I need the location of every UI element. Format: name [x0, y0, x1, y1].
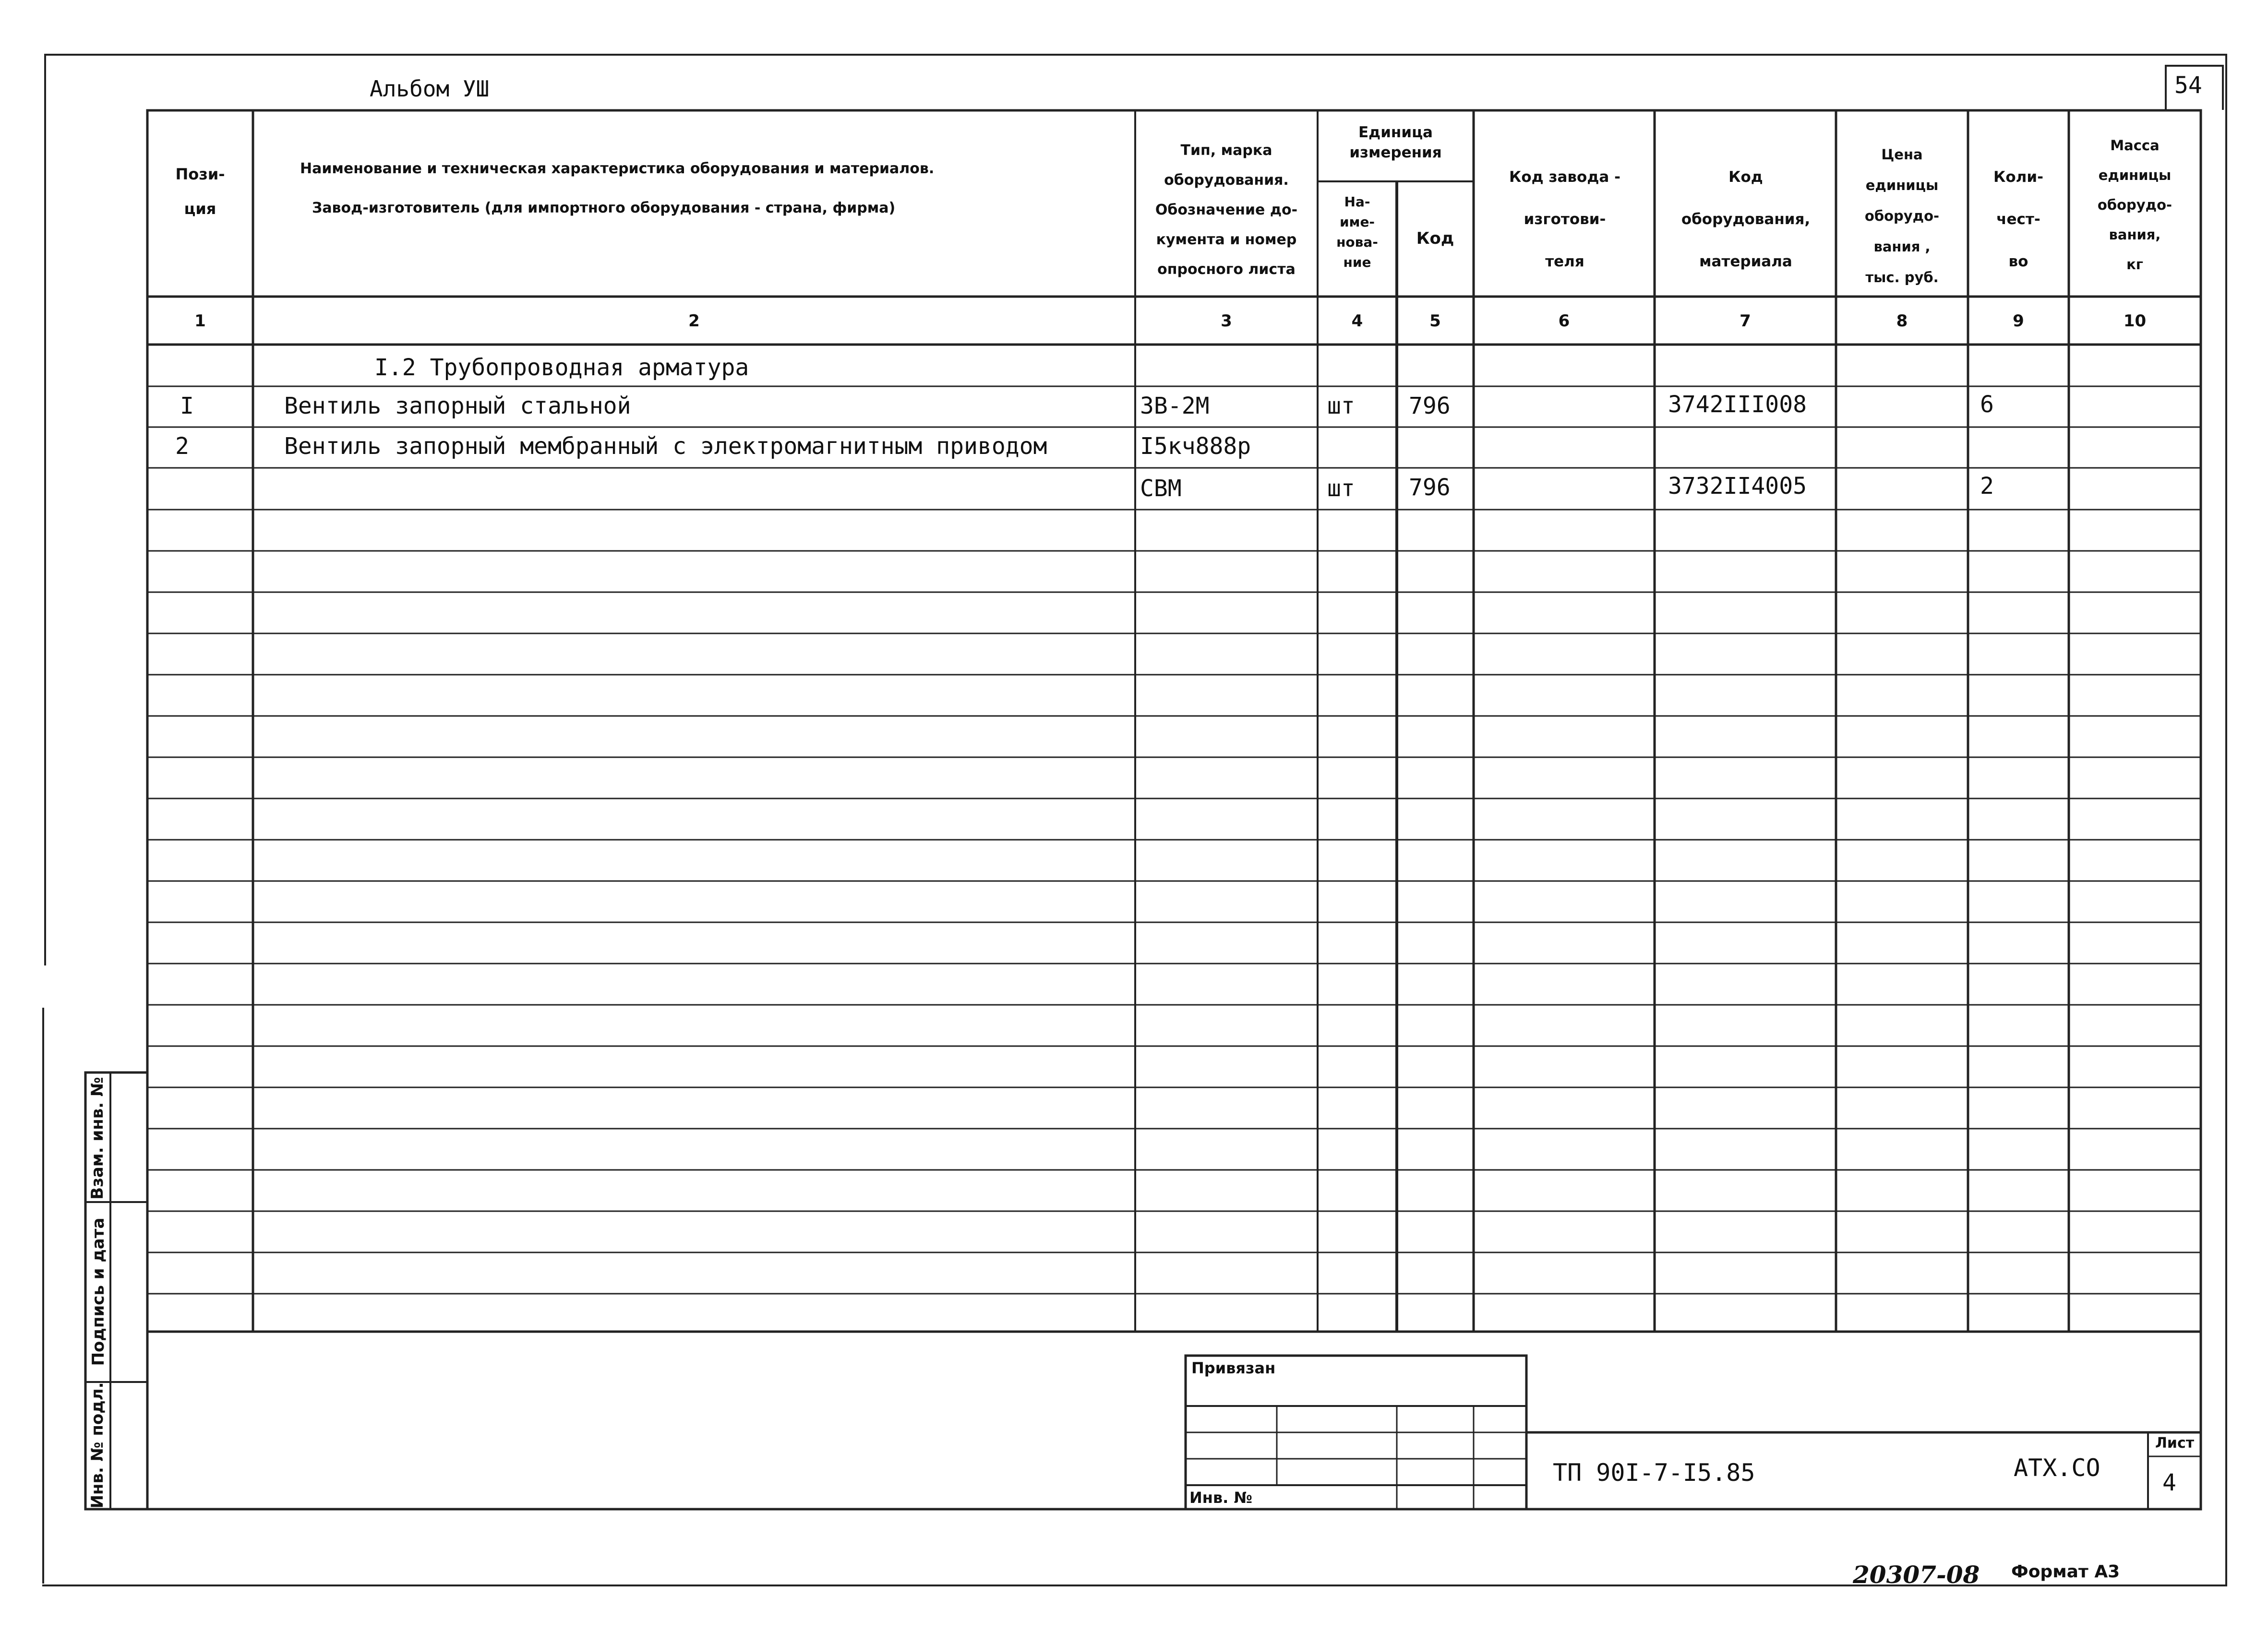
colnum-7: 7: [1740, 311, 1751, 331]
colnum-1: 1: [194, 311, 206, 331]
row1-pos: I: [180, 393, 194, 419]
section-title: I.2 Трубопроводная арматура: [374, 354, 749, 381]
header-col10-line5: кг: [2126, 256, 2143, 273]
header-col3-line2: оборудования.: [1164, 172, 1289, 189]
footer-handwritten-number: 20307-08: [1853, 1561, 1980, 1589]
header-col9-line3: во: [2008, 253, 2028, 270]
header-col1: [157, 163, 243, 220]
colnum-4: 4: [1351, 311, 1363, 331]
row1-name: Вентиль запорный стальной: [284, 393, 631, 419]
header-col4-line2: име-: [1339, 214, 1375, 230]
doc-code: ТП 90I-7-I5.85: [1553, 1459, 1755, 1487]
header-col7: [1657, 156, 1835, 283]
header-col6-line1: Код завода -: [1509, 168, 1620, 186]
colnum-2: 2: [688, 311, 700, 331]
album-label: Альбом УШ: [370, 76, 490, 102]
colnum-5: 5: [1429, 311, 1441, 331]
header-col4: [1320, 192, 1394, 273]
header-col7-line2: оборудования,: [1681, 211, 1811, 228]
header-col10: [2071, 131, 2198, 279]
row2-name: Вентиль запорный мембранный с электромагнитным приводом: [284, 433, 1047, 460]
header-col8: [1838, 139, 1966, 293]
header-col9-line2: чест-: [1996, 211, 2040, 228]
header-col9: [1970, 156, 2066, 283]
header-col8-line1: Цена: [1881, 146, 1923, 163]
colnum-10: 10: [2123, 311, 2147, 331]
header-col5: Код: [1416, 229, 1454, 248]
stamp-privyazan: Привязан: [1191, 1359, 1276, 1377]
row1-type: 3В-2М: [1140, 393, 1210, 419]
side-label-podpis-data: Подпись и дата: [89, 1217, 108, 1366]
row3-code: 796: [1409, 474, 1451, 501]
row3-qty: 2: [1980, 473, 1994, 500]
header-col1-line2: ция: [184, 200, 216, 218]
row3-equip: 3732II4005: [1668, 473, 1807, 500]
header-col10-line1: Масса: [2110, 137, 2160, 154]
side-label-vzam-inv: Взам. инв. №: [88, 1077, 107, 1200]
colnum-3: 3: [1221, 311, 1232, 331]
row2-type: I5кч888р: [1140, 433, 1251, 460]
header-col8-line4: вания ,: [1873, 238, 1931, 255]
row3-type: СВМ: [1140, 475, 1182, 502]
header-col3-line3: Обозначение до-: [1155, 202, 1298, 218]
row1-qty: 6: [1980, 391, 1994, 418]
header-col3-line5: опросного листа: [1157, 261, 1296, 278]
header-unit-line1: Единица: [1358, 124, 1433, 141]
header-col7-line1: Код: [1728, 168, 1763, 186]
row1-code: 796: [1409, 393, 1451, 419]
header-col2-line2: Завод-изготовитель (для импортного оборудования - страна, фирма): [312, 199, 896, 216]
header-col2: [269, 158, 1061, 218]
header-col3-line4: кумента и номер: [1156, 231, 1297, 248]
header-col1-line1: Пози-: [175, 165, 225, 183]
colnum-9: 9: [2013, 311, 2024, 331]
colnum-6: 6: [1558, 311, 1570, 331]
colnum-8: 8: [1896, 311, 1908, 331]
header-col9-line1: Коли-: [1993, 168, 2043, 186]
page-number: 54: [2174, 72, 2202, 99]
header-col6: [1476, 156, 1654, 283]
stamp-inv-no: Инв. №: [1189, 1489, 1252, 1507]
header-col8-line5: тыс. руб.: [1865, 269, 1939, 286]
header-col4-line1: На-: [1344, 194, 1370, 210]
header-unit-group: [1320, 122, 1471, 163]
row1-unit: шт: [1327, 393, 1355, 419]
row2-pos: 2: [175, 433, 189, 460]
header-col4-line3: нова-: [1336, 234, 1378, 250]
row1-equip: 3742III008: [1668, 391, 1807, 418]
header-col6-line3: теля: [1545, 253, 1584, 270]
header-col3-line1: Тип, марка: [1180, 142, 1272, 159]
sheet-code: АТХ.СО: [2014, 1454, 2100, 1482]
header-col10-line2: единицы: [2098, 167, 2172, 183]
header-col10-line4: вания,: [2109, 226, 2161, 243]
header-col6-line2: изготови-: [1524, 211, 1606, 228]
header-col4-line4: ние: [1343, 254, 1371, 270]
side-label-inv-podl: Инв. № подл.: [88, 1382, 107, 1509]
header-col10-line3: оборудо-: [2097, 197, 2172, 213]
header-col3: [1138, 136, 1315, 285]
header-col8-line2: единицы: [1865, 177, 1939, 193]
footer-format: Формат А3: [2011, 1562, 2120, 1582]
header-col8-line3: оборудо-: [1864, 208, 1940, 224]
header-col2-line1: Наименование и техническая характеристика оборудования и материалов.: [300, 160, 935, 177]
sheet-number: 4: [2162, 1469, 2176, 1496]
row3-unit: шт: [1327, 475, 1355, 502]
sheet-label: Лист: [2155, 1435, 2195, 1452]
header-unit-line2: измерения: [1349, 144, 1442, 161]
header-col7-line3: материала: [1699, 253, 1792, 270]
